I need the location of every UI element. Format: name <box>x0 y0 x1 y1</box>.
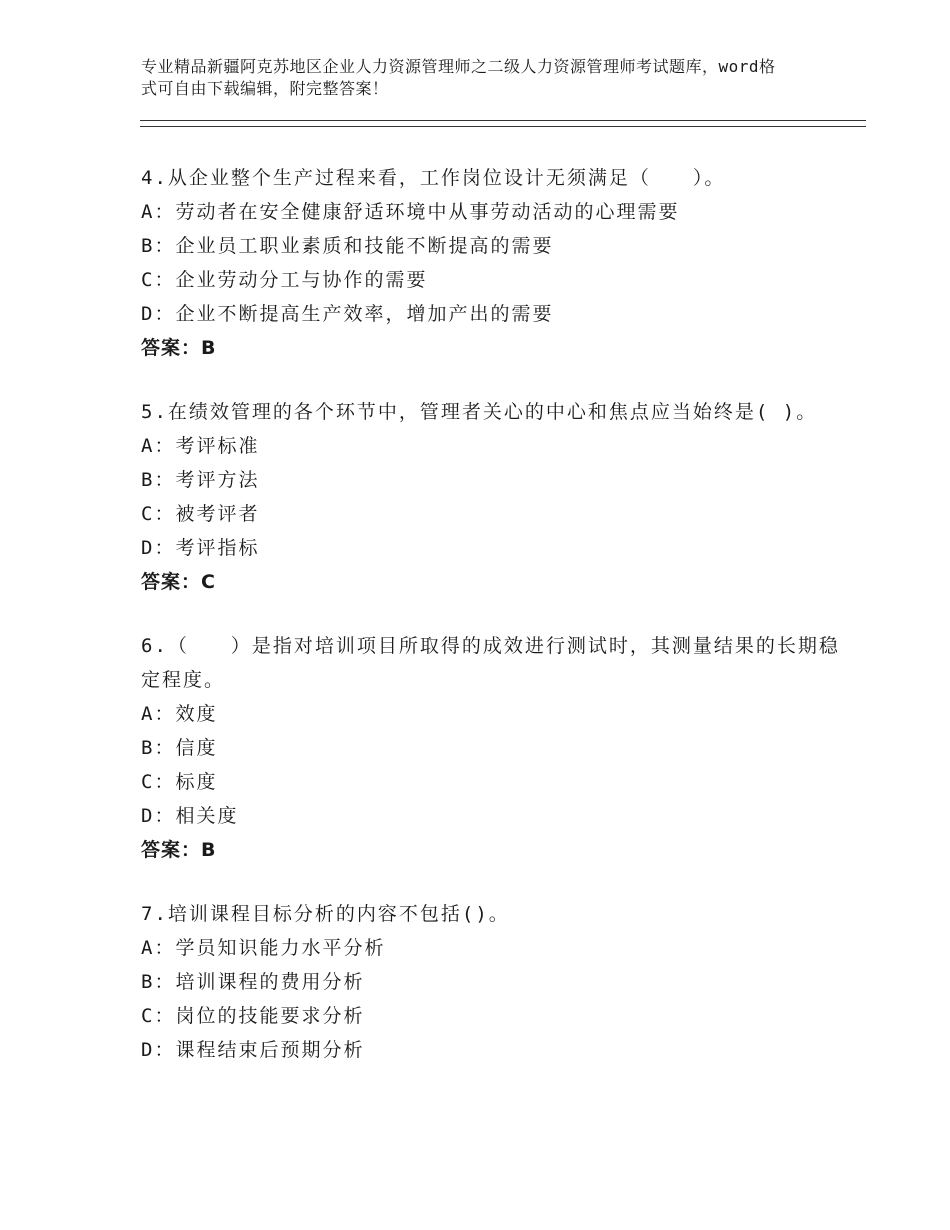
answer-label: 答案：C <box>141 571 216 593</box>
option-d: D：相关度 <box>141 805 239 827</box>
option-a: A：劳动者在安全健康舒适环境中从事劳动活动的心理需要 <box>141 201 680 223</box>
option-b: B：考评方法 <box>141 469 260 491</box>
option-a: A：效度 <box>141 703 218 725</box>
document-header <box>141 56 781 100</box>
option-c: C：标度 <box>141 771 218 793</box>
option-a: A：考评标准 <box>141 435 260 457</box>
option-d: D：企业不断提高生产效率，增加产出的需要 <box>141 303 554 325</box>
option-c: C：企业劳动分工与协作的需要 <box>141 269 428 291</box>
question-4 <box>141 161 841 365</box>
header-divider <box>140 120 866 127</box>
question-list <box>141 161 841 1097</box>
option-c: C：被考评者 <box>141 503 260 525</box>
question-stem: 7.培训课程目标分析的内容不包括()。 <box>141 903 510 925</box>
question-5 <box>141 395 841 599</box>
option-d: D：课程结束后预期分析 <box>141 1039 365 1061</box>
question-stem: 6.（ ）是指对培训项目所取得的成效进行测试时，其测量结果的长期稳定程度。 <box>141 635 840 691</box>
option-b: B：培训课程的费用分析 <box>141 971 365 993</box>
option-c: C：岗位的技能要求分析 <box>141 1005 365 1027</box>
answer-label: 答案：B <box>141 337 217 359</box>
option-b: B：信度 <box>141 737 218 759</box>
question-stem: 4.从企业整个生产过程来看，工作岗位设计无须满足（ ）。 <box>141 167 726 189</box>
question-stem: 5.在绩效管理的各个环节中，管理者关心的中心和焦点应当始终是( )。 <box>141 401 818 423</box>
option-d: D：考评指标 <box>141 537 260 559</box>
question-7 <box>141 897 841 1067</box>
answer-label: 答案：B <box>141 839 217 861</box>
option-a: A：学员知识能力水平分析 <box>141 937 386 959</box>
header-title: 专业精品新疆阿克苏地区企业人力资源管理师之二级人力资源管理师考试题库，word格式可自由下载编辑，附完整答案！ <box>141 57 776 98</box>
question-6 <box>141 629 841 867</box>
option-b: B：企业员工职业素质和技能不断提高的需要 <box>141 235 554 257</box>
